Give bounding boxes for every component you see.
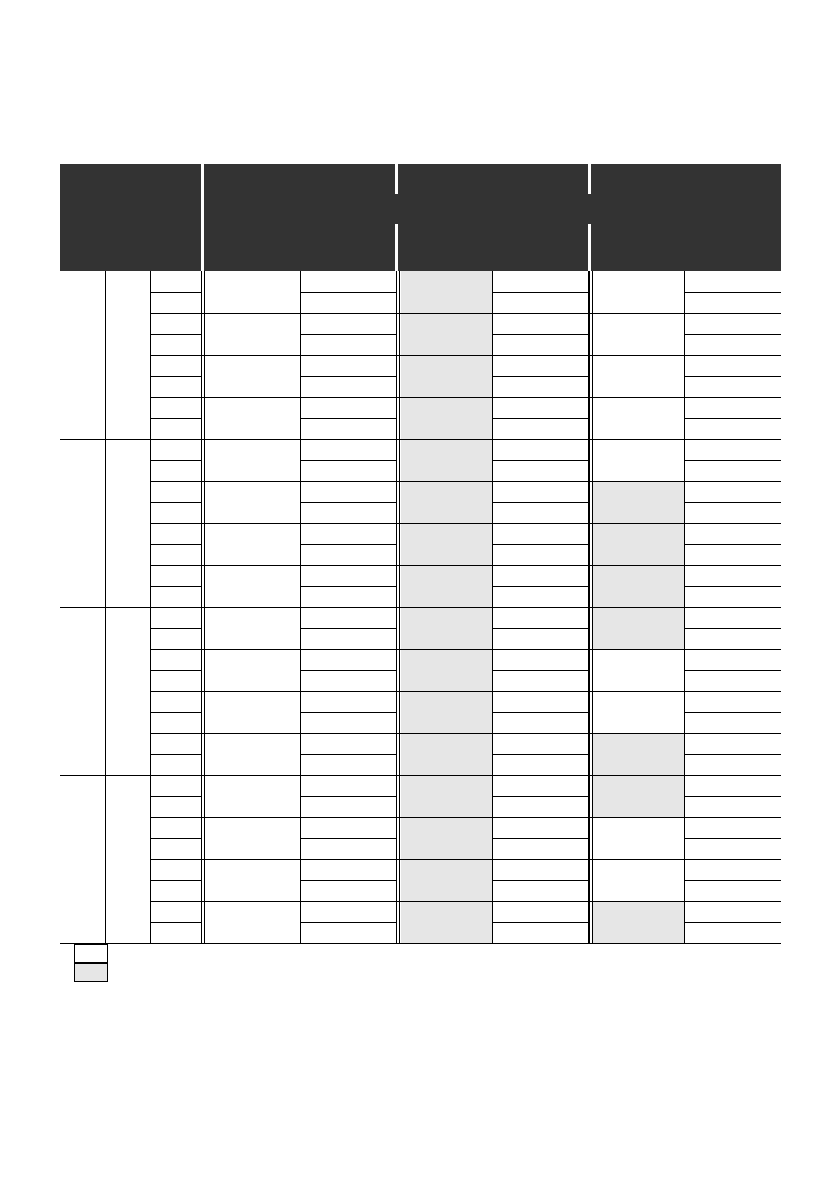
row-line <box>150 880 201 881</box>
row-line <box>150 481 781 482</box>
row-line <box>492 460 588 461</box>
shaded-block-col5 <box>593 523 684 565</box>
row-line <box>492 712 588 713</box>
shaded-block-col3 <box>401 271 492 313</box>
row-line <box>492 418 588 419</box>
legend-swatch-white <box>74 944 108 963</box>
header-separator-2 <box>395 164 398 194</box>
row-line <box>492 586 588 587</box>
row-line <box>300 544 396 545</box>
row-line <box>684 502 781 503</box>
row-line <box>300 586 396 587</box>
row-line <box>492 838 588 839</box>
row-line <box>150 712 201 713</box>
row-line <box>150 376 201 377</box>
col-line <box>589 271 590 943</box>
row-line <box>684 460 781 461</box>
row-line <box>150 838 201 839</box>
legend-swatch-shaded <box>74 963 108 982</box>
row-line <box>150 922 201 923</box>
row-line <box>300 628 396 629</box>
row-line <box>150 544 201 545</box>
row-line <box>300 292 396 293</box>
row-line <box>492 292 588 293</box>
shaded-block-col3 <box>401 817 492 859</box>
row-line <box>492 502 588 503</box>
row-line <box>684 712 781 713</box>
table-header <box>60 164 781 271</box>
shaded-block-col3 <box>401 859 492 901</box>
row-line <box>492 754 588 755</box>
row-line <box>150 460 201 461</box>
row-line <box>150 355 781 356</box>
row-line <box>150 334 201 335</box>
row-line <box>300 460 396 461</box>
col-line <box>201 271 202 943</box>
shaded-block-col3 <box>401 397 492 439</box>
row-line <box>150 796 201 797</box>
row-line <box>150 670 201 671</box>
shaded-block-col5 <box>593 607 684 649</box>
row-line <box>300 670 396 671</box>
col-line <box>300 271 301 943</box>
row-line <box>300 838 396 839</box>
row-line <box>300 418 396 419</box>
row-line <box>150 397 781 398</box>
row-line <box>150 859 781 860</box>
row-line <box>492 670 588 671</box>
shaded-block-col3 <box>401 565 492 607</box>
row-line <box>684 544 781 545</box>
shaded-block-col3 <box>401 649 492 691</box>
col-line <box>105 271 106 943</box>
col-line <box>684 271 685 943</box>
row-line <box>150 691 781 692</box>
row-line <box>150 628 201 629</box>
row-line <box>60 775 781 776</box>
row-line <box>300 796 396 797</box>
header-separator-3 <box>588 164 591 194</box>
row-line <box>150 901 781 902</box>
row-line <box>150 733 781 734</box>
shaded-block-col5 <box>593 901 684 943</box>
row-line <box>60 607 781 608</box>
row-line <box>150 502 201 503</box>
col-line <box>204 271 205 943</box>
shaded-block-col3 <box>401 313 492 355</box>
shaded-block-col3 <box>401 439 492 481</box>
row-line <box>684 418 781 419</box>
row-line <box>684 334 781 335</box>
row-line <box>684 628 781 629</box>
row-line <box>684 796 781 797</box>
row-line <box>684 292 781 293</box>
shaded-block-col5 <box>593 775 684 817</box>
col-line <box>396 271 397 943</box>
row-line <box>150 313 781 314</box>
row-line <box>300 712 396 713</box>
row-line <box>60 943 781 944</box>
shaded-block-col5 <box>593 733 684 775</box>
row-line <box>684 922 781 923</box>
col-line <box>150 271 151 943</box>
row-line <box>492 880 588 881</box>
shaded-block-col3 <box>401 607 492 649</box>
row-line <box>492 544 588 545</box>
header-separator-2b <box>395 224 398 271</box>
row-line <box>150 292 201 293</box>
shaded-block-col3 <box>401 355 492 397</box>
shaded-block-col5 <box>593 481 684 523</box>
row-line <box>300 754 396 755</box>
col-line <box>399 271 400 943</box>
shaded-block-col5 <box>593 565 684 607</box>
header-separator-3b <box>588 224 591 271</box>
shaded-block-col3 <box>401 481 492 523</box>
row-line <box>300 922 396 923</box>
row-line <box>150 418 201 419</box>
shaded-block-col3 <box>401 775 492 817</box>
row-line <box>300 880 396 881</box>
row-line <box>150 754 201 755</box>
row-line <box>684 586 781 587</box>
row-line <box>300 376 396 377</box>
row-line <box>300 334 396 335</box>
shaded-block-col3 <box>401 901 492 943</box>
row-line <box>684 376 781 377</box>
row-line <box>150 565 781 566</box>
row-line <box>684 838 781 839</box>
row-line <box>684 754 781 755</box>
row-line <box>60 439 781 440</box>
row-line <box>492 796 588 797</box>
shaded-block-col3 <box>401 523 492 565</box>
header-separator-1 <box>201 164 204 271</box>
row-line <box>492 334 588 335</box>
row-line <box>150 649 781 650</box>
shaded-block-col3 <box>401 733 492 775</box>
row-line <box>150 817 781 818</box>
row-line <box>684 670 781 671</box>
data-grid <box>60 271 781 943</box>
row-line <box>150 586 201 587</box>
row-line <box>150 523 781 524</box>
row-line <box>492 628 588 629</box>
shaded-block-col3 <box>401 691 492 733</box>
row-line <box>300 502 396 503</box>
row-line <box>492 922 588 923</box>
col-line <box>592 271 593 943</box>
col-line <box>492 271 493 943</box>
row-line <box>492 376 588 377</box>
row-line <box>684 880 781 881</box>
